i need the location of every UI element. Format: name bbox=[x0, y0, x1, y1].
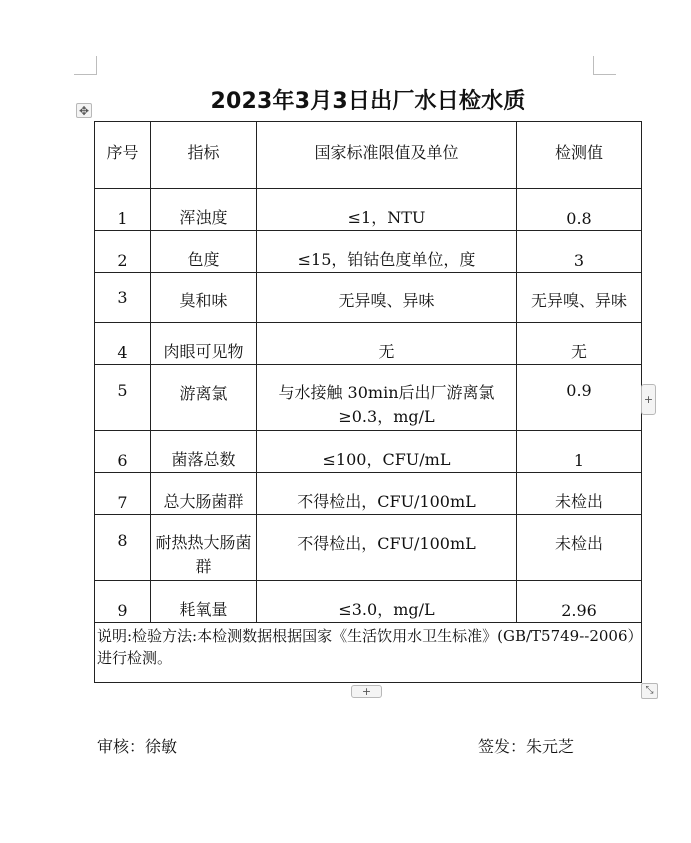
table-row bbox=[95, 231, 642, 273]
row-index: 5 bbox=[95, 365, 151, 431]
row-index: 9 bbox=[95, 581, 151, 623]
row-result: 未检出 bbox=[517, 473, 642, 515]
row-standard: 与水接触 30min后出厂游离氯≥0.3，mg/L bbox=[257, 365, 517, 431]
row-standard: ≤15，铂钴色度单位，度 bbox=[257, 231, 517, 273]
row-result: 无异嗅、异味 bbox=[517, 273, 642, 323]
row-index: 8 bbox=[95, 515, 151, 581]
row-indicator: 菌落总数 bbox=[151, 431, 257, 473]
add-column-icon[interactable]: + bbox=[641, 384, 656, 415]
row-index: 2 bbox=[95, 231, 151, 273]
row-index: 7 bbox=[95, 473, 151, 515]
row-indicator: 臭和味 bbox=[151, 273, 257, 323]
row-result: 3 bbox=[517, 231, 642, 273]
row-indicator: 总大肠菌群 bbox=[151, 473, 257, 515]
row-standard: ≤3.0，mg/L bbox=[257, 581, 517, 623]
row-index: 1 bbox=[95, 189, 151, 231]
table-header-row bbox=[95, 122, 642, 189]
row-index: 3 bbox=[95, 273, 151, 323]
table-row bbox=[95, 581, 642, 623]
table-row bbox=[95, 473, 642, 515]
row-indicator: 浑浊度 bbox=[151, 189, 257, 231]
issuer-signature: 签发：朱元芝 bbox=[478, 737, 575, 756]
table-row bbox=[95, 273, 642, 323]
row-standard: 不得检出，CFU/100mL bbox=[257, 473, 517, 515]
row-result: 1 bbox=[517, 431, 642, 473]
table-row bbox=[95, 431, 642, 473]
header-indicator: 指标 bbox=[151, 122, 257, 189]
row-result: 0.8 bbox=[517, 189, 642, 231]
row-indicator: 游离氯 bbox=[151, 365, 257, 431]
header-index: 序号 bbox=[95, 122, 151, 189]
page-corner-top-left bbox=[74, 56, 97, 75]
row-indicator: 肉眼可见物 bbox=[151, 323, 257, 365]
header-standard: 国家标准限值及单位 bbox=[257, 122, 517, 189]
row-result: 0.9 bbox=[517, 365, 642, 431]
row-standard: 不得检出，CFU/100mL bbox=[257, 515, 517, 581]
reviewer-signature: 审核：徐敏 bbox=[97, 737, 178, 756]
table-row bbox=[95, 323, 642, 365]
water-quality-table bbox=[94, 121, 642, 683]
row-standard: ≤100，CFU/mL bbox=[257, 431, 517, 473]
row-index: 4 bbox=[95, 323, 151, 365]
row-result: 2.96 bbox=[517, 581, 642, 623]
row-result: 无 bbox=[517, 323, 642, 365]
table-row bbox=[95, 189, 642, 231]
table-note: 说明:检验方法:本检测数据根据国家《生活饮用水卫生标准》(GB/T5749--2006）进行检测。 bbox=[95, 623, 642, 683]
row-indicator: 耐热热大肠菌群 bbox=[151, 515, 257, 581]
header-result: 检测值 bbox=[517, 122, 642, 189]
row-result: 未检出 bbox=[517, 515, 642, 581]
table-move-handle-icon[interactable]: ✥ bbox=[76, 103, 92, 118]
row-indicator: 色度 bbox=[151, 231, 257, 273]
row-standard: ≤1，NTU bbox=[257, 189, 517, 231]
add-row-icon[interactable]: + bbox=[351, 685, 382, 698]
table-note-row bbox=[95, 623, 642, 683]
row-standard: 无异嗅、异味 bbox=[257, 273, 517, 323]
table-row bbox=[95, 365, 642, 431]
page-corner-top-right bbox=[593, 56, 616, 75]
row-index: 6 bbox=[95, 431, 151, 473]
row-standard: 无 bbox=[257, 323, 517, 365]
row-indicator: 耗氧量 bbox=[151, 581, 257, 623]
table-resize-icon[interactable]: ⤡ bbox=[641, 683, 658, 699]
table-row bbox=[95, 515, 642, 581]
document-title: 2023年3月3日出厂水日检水质 bbox=[210, 89, 526, 114]
